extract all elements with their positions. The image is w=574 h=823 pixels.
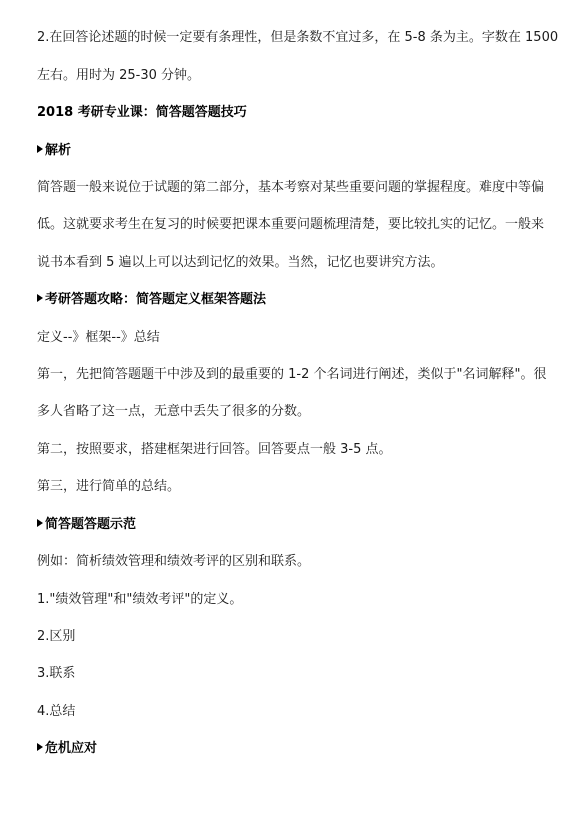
step-three: 第三，进行简单的总结。 [37,479,181,494]
triangle-bullet-icon [37,743,43,751]
section-heading-2018: 2018 考研专业课：简答题答题技巧 [37,105,247,120]
paragraph-analysis-line3: 说书本看到 5 遍以上可以达到记忆的效果。当然，记忆也要讲究方法。 [37,255,444,270]
paragraph-essay-tips-line2: 左右。用时为 25-30 分钟。 [37,68,201,83]
step-one-line1: 第一，先把简答题题干中涉及到的最重要的 1-2 个名词进行阐述，类似于"名词解释"。很 [37,367,547,382]
example-item-definition: 1."绩效管理"和"绩效考评"的定义。 [37,592,243,607]
subheading-analysis [37,143,71,159]
subheading-crisis [37,741,97,757]
subheading-example-label: 简答题答题示范 [45,517,137,532]
subheading-example [37,517,136,533]
triangle-bullet-icon [37,145,43,153]
subheading-crisis-label: 危机应对 [45,741,98,756]
paragraph-essay-tips-line1: 2.在回答论述题的时候一定要有条理性，但是条数不宜过多，在 5-8 条为主。字数在 1500 [37,30,559,45]
step-two: 第二，按照要求，搭建框架进行回答。回答要点一般 3-5 点。 [37,442,392,457]
subheading-strategy [37,292,266,308]
subheading-analysis-label: 解析 [45,143,72,158]
example-item-difference: 2.区别 [37,629,76,644]
triangle-bullet-icon [37,294,43,302]
example-question: 例如：简析绩效管理和绩效考评的区别和联系。 [37,554,311,569]
triangle-bullet-icon [37,519,43,527]
paragraph-analysis-line1: 简答题一般来说位于试题的第二部分，基本考察对某些重要问题的掌握程度。难度中等偏 [37,180,545,195]
step-one-line2: 多人省略了这一点，无意中丢失了很多的分数。 [37,404,311,419]
subheading-strategy-label: 考研答题攻略：简答题定义框架答题法 [45,292,267,307]
example-item-summary: 4.总结 [37,704,76,719]
example-item-relation: 3.联系 [37,666,76,681]
paragraph-analysis-line2: 低。这就要求考生在复习的时候要把课本重要问题梳理清楚，要比较扎实的记忆。一般来 [37,217,545,232]
answer-formula: 定义--》框架--》总结 [37,330,160,345]
